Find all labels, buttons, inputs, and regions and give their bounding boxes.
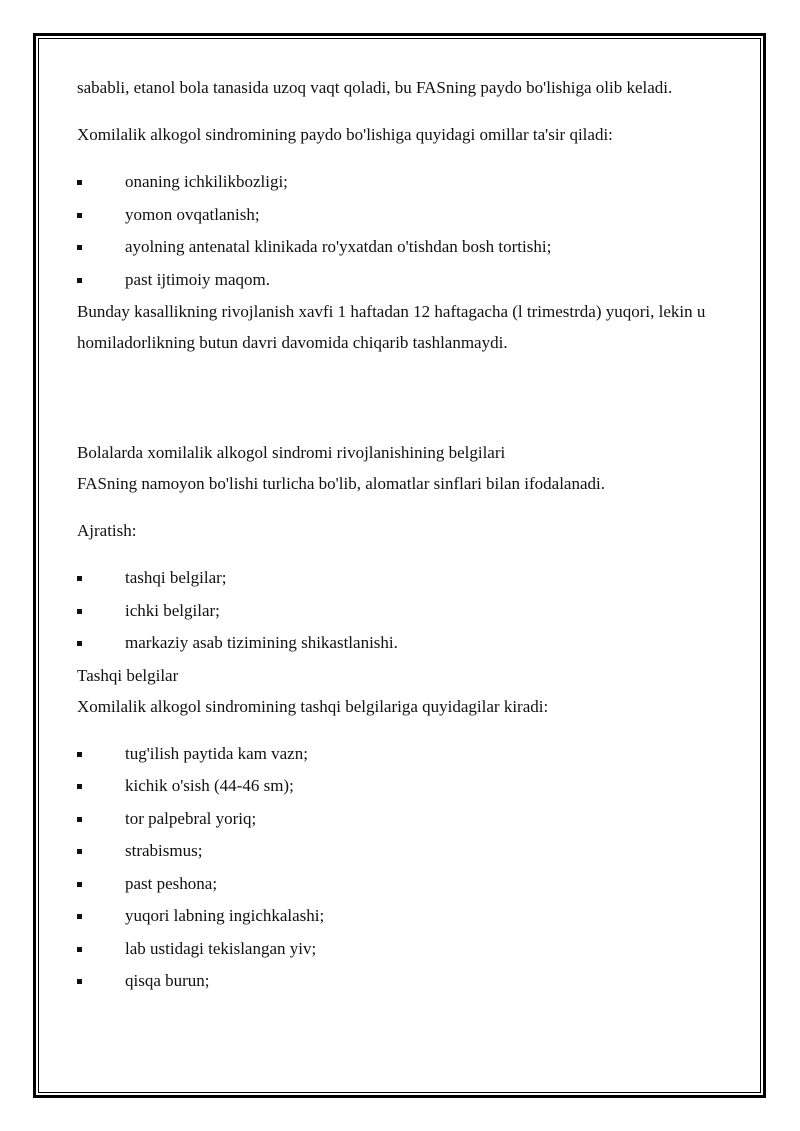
list-item-text: markaziy asab tizimining shikastlanishi. (125, 633, 398, 652)
list-item-text: past ijtimoiy maqom. (125, 269, 270, 289)
list-item (77, 868, 737, 901)
document-body (77, 72, 737, 998)
bullet-icon (77, 641, 82, 646)
bullet-icon (77, 979, 82, 984)
bullet-icon (77, 278, 82, 283)
paragraph: Bunday kasallikning rivojlanish xavfi 1 haftadan 12 haftagacha (l trimestrda) yuqori, lekin u homiladorlikning butun davri davomida chiqarib tashlanmaydi. (77, 302, 706, 352)
paragraph: FASning namoyon bo'lishi turlicha bo'lib, alomatlar sinflari bilan ifodalanadi. (77, 474, 605, 493)
bullet-icon (77, 817, 82, 822)
list-item-text: tor palpebral yoriq; (125, 808, 257, 828)
section-heading: Tashqi belgilar (77, 665, 179, 685)
bullet-list-factors (77, 166, 737, 296)
list-item-text: kichik o'sish (44-46 sm); (125, 776, 294, 795)
bullet-icon (77, 609, 82, 614)
bullet-icon (77, 752, 82, 757)
bullet-list-classes (77, 562, 737, 660)
list-item (77, 803, 737, 836)
list-item (77, 562, 737, 595)
list-item-text: yuqori labning ingichkalashi; (125, 906, 325, 925)
list-item-text: past peshona; (125, 873, 218, 893)
list-item (77, 627, 737, 660)
list-item (77, 199, 737, 232)
list-item (77, 264, 737, 297)
paragraph: Ajratish: (77, 521, 137, 540)
list-item (77, 231, 737, 264)
list-item-text: qisqa burun; (125, 971, 210, 990)
bullet-icon (77, 849, 82, 854)
bullet-icon (77, 784, 82, 789)
list-item-text: ichki belgilar; (125, 600, 220, 620)
paragraph: Xomilalik alkogol sindromining tashqi belgilariga quyidagilar kiradi: (77, 696, 549, 716)
list-item (77, 965, 737, 998)
list-item-text: yomon ovqatlanish; (125, 204, 260, 224)
list-item (77, 770, 737, 803)
bullet-icon (77, 914, 82, 919)
paragraph: Xomilalik alkogol sindromining paydo bo'lishiga quyidagi omillar ta'sir qiladi: (77, 125, 613, 144)
list-item (77, 933, 737, 966)
bullet-list-external-signs (77, 738, 737, 998)
list-item (77, 166, 737, 199)
list-item-text: strabismus; (125, 841, 203, 860)
paragraph: sababli, etanol bola tanasida uzoq vaqt qoladi, bu FASning paydo bo'lishiga olib keladi. (77, 78, 673, 97)
list-item-text: ayolning antenatal klinikada ro'yxatdan o'tishdan bosh tortishi; (125, 237, 552, 256)
list-item (77, 835, 737, 868)
bullet-icon (77, 882, 82, 887)
bullet-icon (77, 213, 82, 218)
list-item-text: onaning ichkilikbozligi; (125, 172, 288, 191)
list-item (77, 900, 737, 933)
list-item-text: lab ustidagi tekislangan yiv; (125, 938, 317, 958)
bullet-icon (77, 576, 82, 581)
list-item (77, 595, 737, 628)
section-heading: Bolalarda xomilalik alkogol sindromi rivojlanishining belgilari (77, 443, 506, 462)
bullet-icon (77, 947, 82, 952)
list-item-text: tashqi belgilar; (125, 568, 227, 587)
bullet-icon (77, 245, 82, 250)
list-item (77, 738, 737, 771)
bullet-icon (77, 180, 82, 185)
list-item-text: tug'ilish paytida kam vazn; (125, 743, 308, 763)
